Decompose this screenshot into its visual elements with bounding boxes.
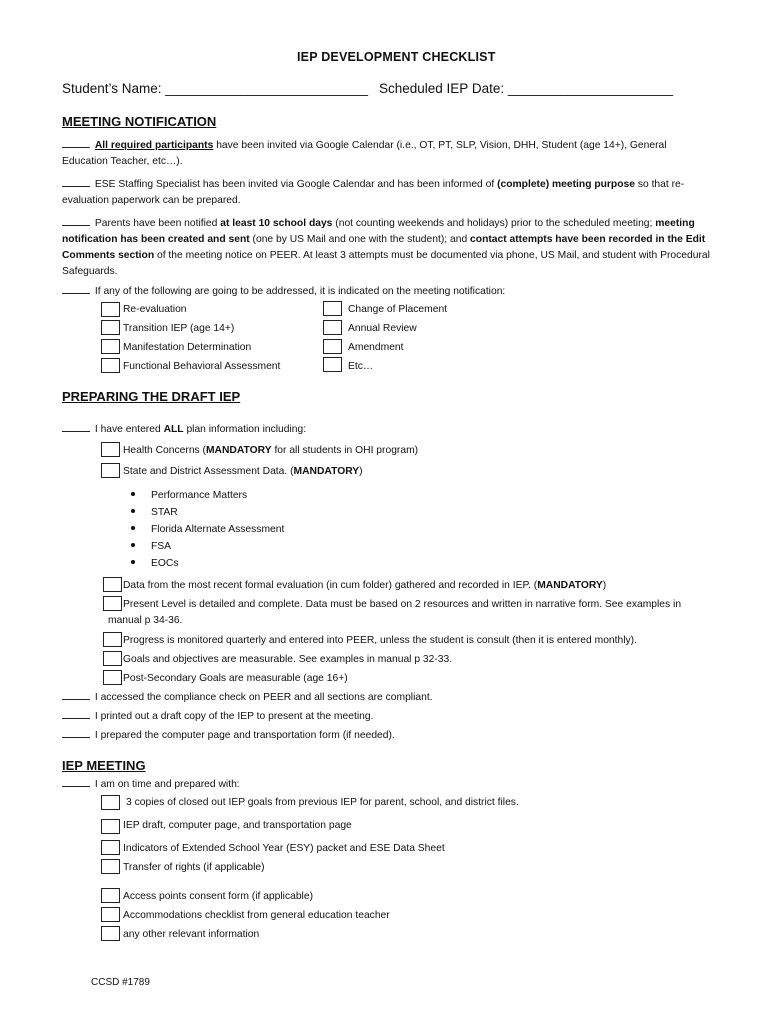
checkbox-line[interactable] bbox=[62, 728, 90, 738]
option-formal-evaluation bbox=[123, 580, 606, 591]
bullet-text: STAR bbox=[151, 507, 178, 518]
bullet-icon bbox=[131, 543, 135, 547]
checkbox-accommodations[interactable] bbox=[101, 907, 120, 922]
option-etc: Etc… bbox=[348, 361, 374, 372]
option-access-points: Access points consent form (if applicable) bbox=[123, 891, 314, 902]
bullet-icon bbox=[131, 560, 135, 564]
checkbox-re-evaluation[interactable] bbox=[101, 302, 120, 317]
student-name-field[interactable]: Student’s Name: ___________________________ bbox=[62, 81, 369, 96]
bold-text: (complete) meeting purpose bbox=[497, 179, 635, 190]
bullet-item bbox=[131, 490, 247, 501]
checkbox-formal-evaluation[interactable] bbox=[103, 577, 122, 592]
item-text: I am on time and prepared with: bbox=[92, 779, 240, 790]
checkbox-manifestation[interactable] bbox=[101, 339, 120, 354]
item-text: have been invited via Google Calendar (i.e., OT, PT, SLP, Vision, DHH, Student (age 14+), General Education Teacher, etc…). bbox=[62, 140, 667, 167]
bold-text: contact attempts have been recorded in the Edit Comments section bbox=[62, 234, 706, 261]
checkbox-etc[interactable] bbox=[323, 357, 342, 372]
item-text: so that re-evaluation paperwork can be prepared. bbox=[62, 179, 685, 206]
option-health-concerns bbox=[123, 445, 418, 456]
checkbox-iep-draft[interactable] bbox=[101, 819, 120, 834]
bold-text: at least 10 school days bbox=[220, 218, 333, 229]
checkbox-progress[interactable] bbox=[103, 632, 122, 647]
item-text: ESE Staffing Specialist has been invited via Google Calendar and has been informed of bbox=[92, 179, 498, 190]
item-text: ) bbox=[359, 466, 363, 477]
bold-text: ALL bbox=[163, 424, 184, 435]
checkbox-transfer-rights[interactable] bbox=[101, 859, 120, 874]
option-present-level: Present Level is detailed and complete. Data must be based on 2 resources and written in narrative form. See examples in bbox=[123, 599, 682, 610]
item-computer-page bbox=[62, 728, 395, 744]
option-change-placement: Change of Placement bbox=[348, 304, 448, 315]
meeting-notification-heading: MEETING NOTIFICATION bbox=[62, 114, 217, 129]
bullet-text: Florida Alternate Assessment bbox=[151, 524, 285, 535]
bullet-item bbox=[131, 524, 284, 535]
checkbox-line[interactable] bbox=[62, 422, 90, 432]
item-text: Health Concerns ( bbox=[123, 445, 206, 456]
item-text: for all students in OHI program) bbox=[271, 445, 419, 456]
checkbox-amendment[interactable] bbox=[323, 339, 342, 354]
bullet-item bbox=[131, 558, 178, 569]
bullet-text: Performance Matters bbox=[151, 490, 248, 501]
item-text: I accessed the compliance check on PEER and all sections are compliant. bbox=[92, 692, 433, 703]
option-progress: Progress is monitored quarterly and entered into PEER, unless the student is consult (then it is entered monthly). bbox=[123, 635, 637, 646]
draft-iep-heading: PREPARING THE DRAFT IEP bbox=[62, 389, 241, 404]
item-text: of the meeting notice on PEER. At least 3 attempts must be documented via phone, US Mail, and student with Procedural Safeguards. bbox=[62, 250, 710, 277]
checkbox-line[interactable] bbox=[62, 216, 90, 226]
item-text: State and District Assessment Data. ( bbox=[123, 466, 294, 477]
option-transfer-rights: Transfer of rights (if applicable) bbox=[123, 862, 265, 873]
item-text: Data from the most recent formal evaluation (in cum folder) gathered and recorded in IEP. ( bbox=[123, 580, 538, 591]
checkbox-line[interactable] bbox=[62, 690, 90, 700]
bold-text: MANDATORY bbox=[293, 466, 360, 477]
page-title: IEP DEVELOPMENT CHECKLIST bbox=[297, 50, 496, 64]
item-text: (one by US Mail and one with the student); and bbox=[249, 234, 471, 245]
item-meeting-purposes bbox=[62, 284, 505, 300]
item-on-time bbox=[62, 777, 240, 793]
option-amendment: Amendment bbox=[348, 342, 404, 353]
checkbox-line[interactable] bbox=[62, 777, 90, 787]
item-draft-copy bbox=[62, 709, 373, 725]
checkbox-fba[interactable] bbox=[101, 358, 120, 373]
checkbox-transition-iep[interactable] bbox=[101, 320, 120, 335]
bullet-icon bbox=[131, 492, 135, 496]
bullet-icon bbox=[131, 526, 135, 530]
checkbox-line[interactable] bbox=[62, 138, 90, 148]
option-post-secondary: Post-Secondary Goals are measurable (age 16+) bbox=[123, 673, 348, 684]
checkbox-state-assessment[interactable] bbox=[101, 463, 120, 478]
form-number: CCSD #1789 bbox=[91, 977, 150, 988]
item-text: If any of the following are going to be addressed, it is indicated on the meeting notification: bbox=[92, 286, 506, 297]
option-manifestation: Manifestation Determination bbox=[123, 342, 252, 353]
bullet-item bbox=[131, 507, 178, 518]
bullet-text: FSA bbox=[151, 541, 172, 552]
item-text: Parents have been notified bbox=[92, 218, 221, 229]
checkbox-present-level[interactable] bbox=[103, 596, 122, 611]
scheduled-iep-date-field[interactable]: Scheduled IEP Date: ______________________ bbox=[379, 81, 674, 96]
item-plan-info bbox=[62, 422, 306, 438]
checkbox-post-secondary[interactable] bbox=[103, 670, 122, 685]
item-text: I prepared the computer page and transportation form (if needed). bbox=[92, 730, 395, 741]
item-text: I have entered bbox=[92, 424, 164, 435]
bullet-text: EOCs bbox=[151, 558, 179, 569]
option-goals: Goals and objectives are measurable. See examples in manual p 32-33. bbox=[123, 654, 453, 665]
bold-text: MANDATORY bbox=[205, 445, 272, 456]
bold-text: meeting notification has been created and sent bbox=[62, 218, 695, 245]
option-present-level-cont: manual p 34-36. bbox=[108, 615, 183, 626]
checkbox-goals[interactable] bbox=[103, 651, 122, 666]
item-text: (not counting weekends and holidays) prior to the scheduled meeting; bbox=[332, 218, 656, 229]
checkbox-esy[interactable] bbox=[101, 840, 120, 855]
option-re-evaluation: Re-evaluation bbox=[123, 304, 187, 315]
item-text: ) bbox=[602, 580, 607, 591]
checkbox-health-concerns[interactable] bbox=[101, 442, 120, 457]
bullet-item bbox=[131, 541, 171, 552]
option-accommodations: Accommodations checklist from general education teacher bbox=[123, 910, 390, 921]
item-ese-staffing bbox=[62, 177, 712, 209]
option-closed-goals: 3 copies of closed out IEP goals from previous IEP for parent, school, and district files. bbox=[126, 797, 519, 808]
checkbox-change-placement[interactable] bbox=[323, 301, 342, 316]
option-esy: Indicators of Extended School Year (ESY) packet and ESE Data Sheet bbox=[123, 843, 445, 854]
checkbox-annual-review[interactable] bbox=[323, 320, 342, 335]
option-state-assessment bbox=[123, 466, 363, 477]
item-parents-notified bbox=[62, 216, 712, 280]
item-text: plan information including: bbox=[183, 424, 307, 435]
option-other-info: any other relevant information bbox=[123, 929, 260, 940]
option-annual-review: Annual Review bbox=[348, 323, 417, 334]
checkbox-line[interactable] bbox=[62, 709, 90, 719]
bullet-icon bbox=[131, 509, 135, 513]
checkbox-closed-goals[interactable] bbox=[101, 795, 120, 810]
option-fba: Functional Behavioral Assessment bbox=[123, 361, 281, 372]
option-transition-iep: Transition IEP (age 14+) bbox=[123, 323, 235, 334]
iep-meeting-heading: IEP MEETING bbox=[62, 758, 146, 773]
option-iep-draft: IEP draft, computer page, and transportation page bbox=[123, 820, 352, 831]
item-required-participants bbox=[62, 138, 712, 170]
bold-text: All required participants bbox=[94, 140, 214, 151]
item-text: I printed out a draft copy of the IEP to present at the meeting. bbox=[92, 711, 374, 722]
item-compliance bbox=[62, 690, 433, 706]
checkbox-other-info[interactable] bbox=[101, 926, 120, 941]
checkbox-line[interactable] bbox=[62, 177, 90, 187]
checkbox-access-points[interactable] bbox=[101, 888, 120, 903]
bold-text: MANDATORY bbox=[537, 580, 603, 591]
checkbox-line[interactable] bbox=[62, 284, 90, 294]
